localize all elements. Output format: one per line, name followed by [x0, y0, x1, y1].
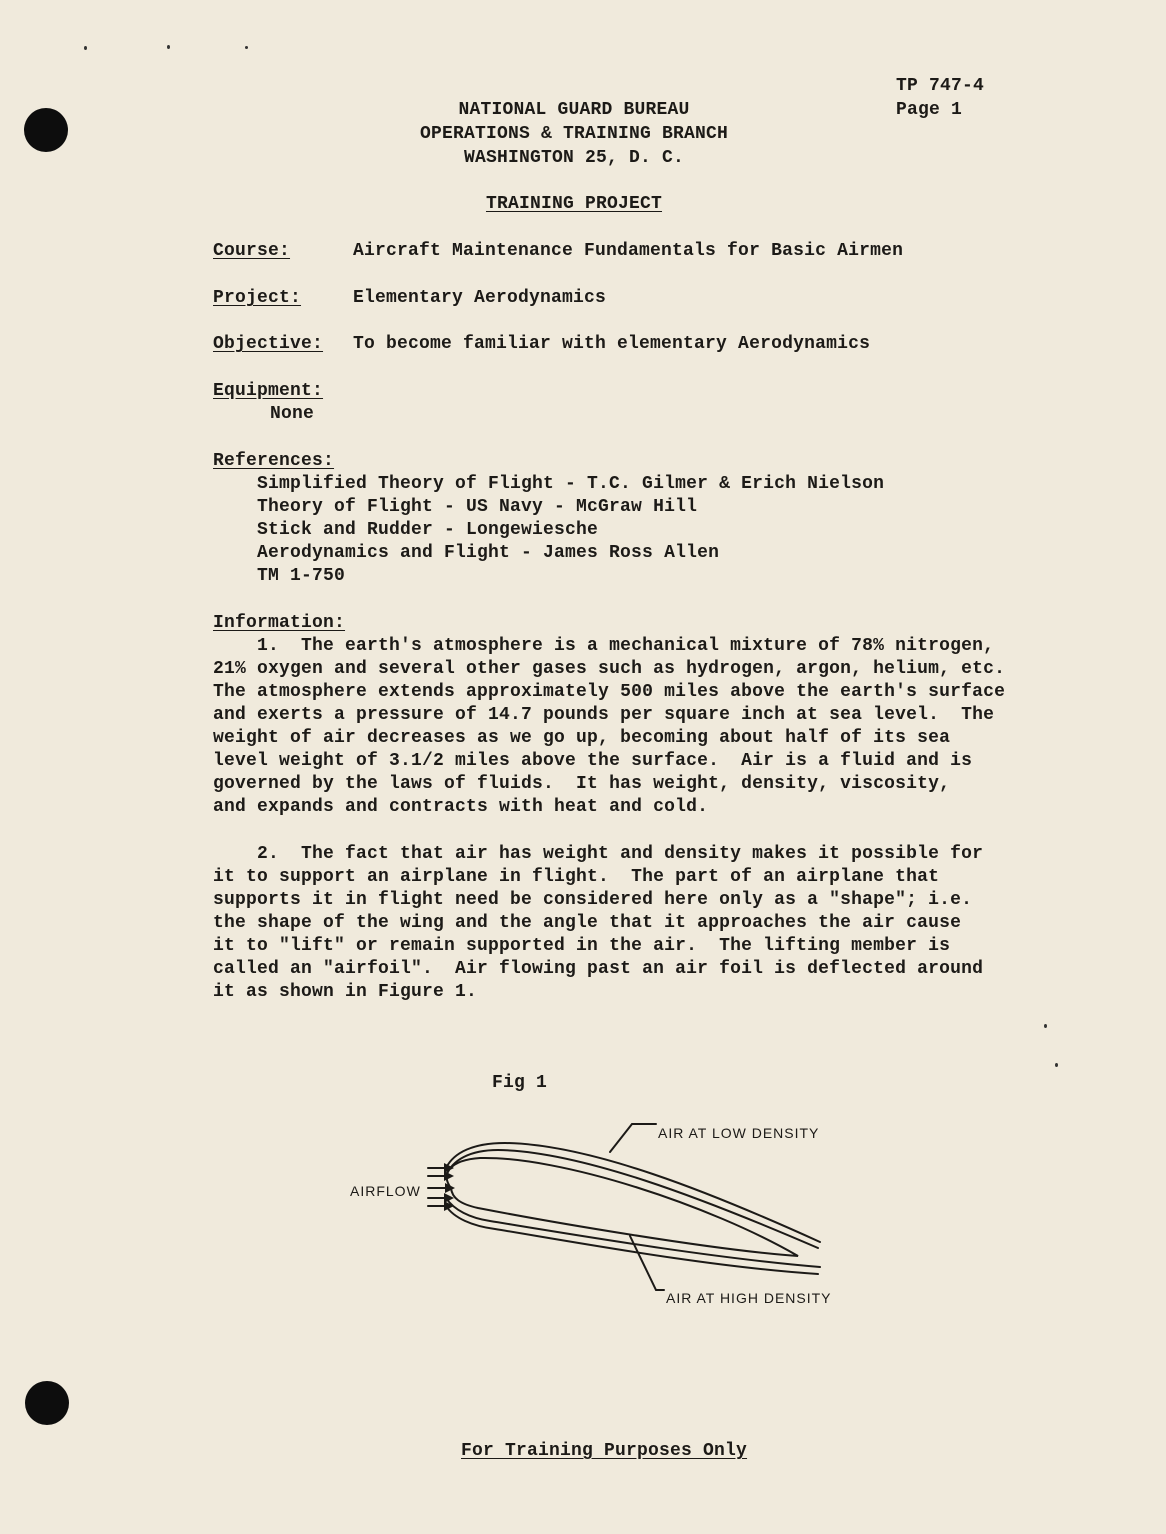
paper-speck	[1055, 1063, 1058, 1067]
org-line-2: OPERATIONS & TRAINING BRANCH	[419, 124, 729, 144]
objective-value: To become familiar with elementary Aerodynamics	[353, 334, 871, 354]
paper-speck	[167, 45, 170, 49]
project-value: Elementary Aerodynamics	[353, 288, 607, 308]
project-label: Project:	[213, 288, 302, 308]
course-label: Course:	[213, 241, 291, 261]
airfoil-diagram	[330, 1110, 870, 1310]
paragraph-2-line: supports it in flight need be considered here only as a "shape"; i.e.	[213, 890, 973, 910]
paper-speck	[245, 46, 248, 49]
high-density-label: AIR AT HIGH DENSITY	[666, 1290, 832, 1306]
paragraph-2-line: called an "airfoil". Air flowing past an air foil is deflected around	[213, 959, 984, 979]
paragraph-1-line: The atmosphere extends approximately 500 miles above the earth's surface	[213, 682, 1006, 702]
objective-label: Objective:	[213, 334, 324, 354]
streamline-lower-1	[446, 1198, 820, 1267]
binder-hole-top	[24, 108, 68, 152]
paragraph-2-line: 2. The fact that air has weight and density makes it possible for	[213, 844, 984, 864]
low-density-leader	[610, 1124, 656, 1152]
paragraph-1-line: and exerts a pressure of 14.7 pounds per square inch at sea level. The	[213, 705, 995, 725]
reference-item: Aerodynamics and Flight - James Ross Allen	[257, 543, 720, 563]
paragraph-2-line: the shape of the wing and the angle that it approaches the air cause	[213, 913, 962, 933]
org-line-1: NATIONAL GUARD BUREAU	[458, 100, 690, 120]
paragraph-2-line: it to "lift" or remain supported in the air. The lifting member is	[213, 936, 951, 956]
streamline-upper-2	[446, 1150, 818, 1248]
footer-note: For Training Purposes Only	[461, 1441, 748, 1461]
paper-speck	[84, 46, 87, 50]
information-label: Information:	[213, 613, 346, 633]
equipment-value: None	[270, 404, 315, 424]
org-line-3: WASHINGTON 25, D. C.	[463, 148, 685, 168]
page-number: Page 1	[896, 100, 963, 120]
paragraph-1-line: 1. The earth's atmosphere is a mechanical mixture of 78% nitrogen,	[213, 636, 995, 656]
course-value: Aircraft Maintenance Fundamentals for Basic Airmen	[353, 241, 904, 261]
document-title: TRAINING PROJECT	[485, 194, 663, 214]
low-density-label: AIR AT LOW DENSITY	[658, 1125, 820, 1141]
reference-item: TM 1-750	[257, 566, 346, 586]
airflow-label: AIRFLOW	[350, 1183, 421, 1199]
paragraph-1-line: level weight of 3.1/2 miles above the surface. Air is a fluid and is	[213, 751, 973, 771]
reference-item: Simplified Theory of Flight - T.C. Gilmer & Erich Nielson	[257, 474, 885, 494]
references-label: References:	[213, 451, 335, 471]
paragraph-1-line: and expands and contracts with heat and cold.	[213, 797, 709, 817]
paragraph-1-line: weight of air decreases as we go up, becoming about half of its sea	[213, 728, 951, 748]
figure-label: Fig 1	[492, 1073, 548, 1093]
reference-item: Theory of Flight - US Navy - McGraw Hill	[257, 497, 698, 517]
document-number: TP 747-4	[896, 76, 985, 96]
paragraph-2-line: it to support an airplane in flight. The part of an airplane that	[213, 867, 940, 887]
paragraph-1-line: governed by the laws of fluids. It has weight, density, viscosity,	[213, 774, 951, 794]
reference-item: Stick and Rudder - Longewiesche	[257, 520, 599, 540]
binder-hole-bottom	[25, 1381, 69, 1425]
paragraph-2-line: it as shown in Figure 1.	[213, 982, 478, 1002]
paragraph-1-line: 21% oxygen and several other gases such as hydrogen, argon, helium, etc.	[213, 659, 1006, 679]
equipment-label: Equipment:	[213, 381, 324, 401]
paper-speck	[1044, 1024, 1047, 1028]
